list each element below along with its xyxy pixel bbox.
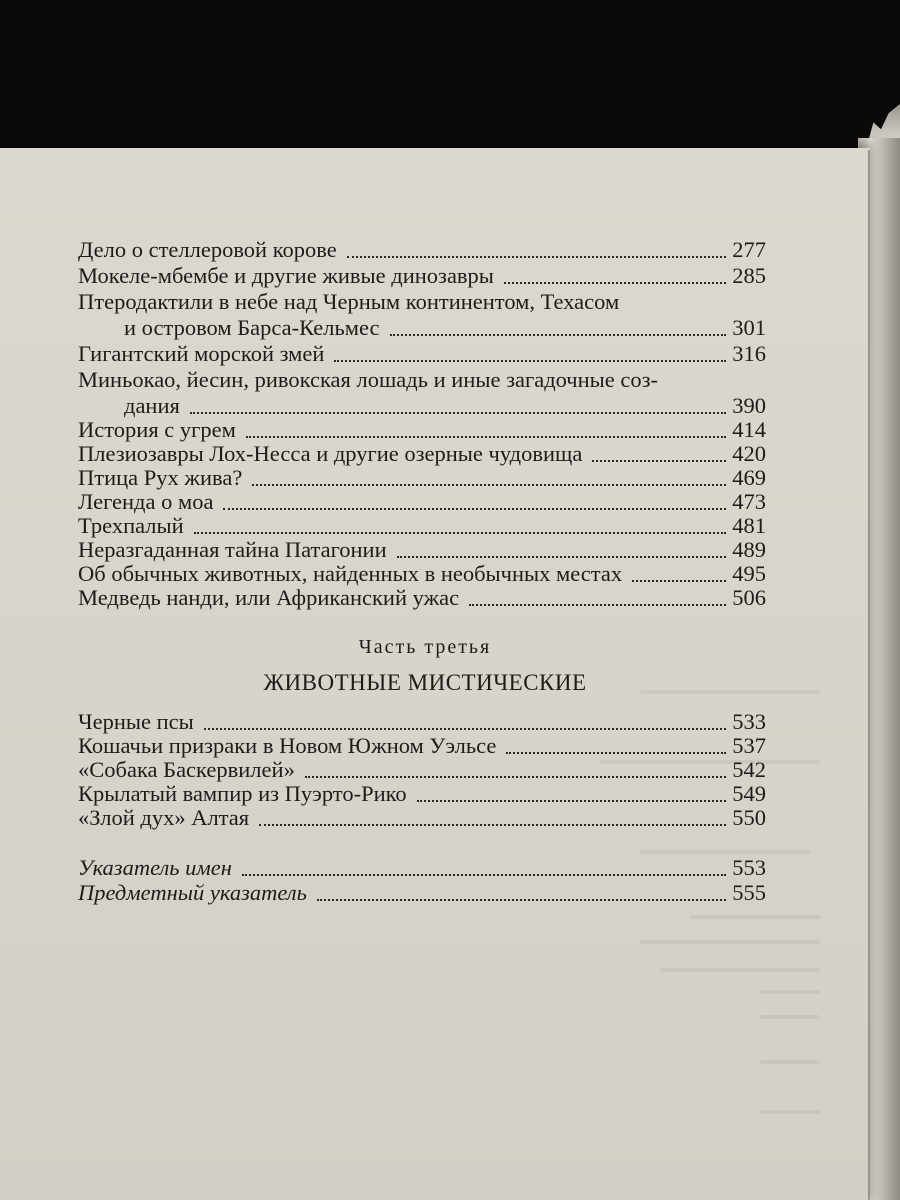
toc-entry-page: 537: [732, 733, 766, 758]
dot-leader: [334, 360, 726, 362]
dot-leader: [506, 752, 726, 754]
toc-entry: [78, 489, 766, 515]
toc-entry-page: 489: [732, 537, 766, 562]
dot-leader: [259, 824, 726, 826]
toc-entry: [78, 417, 766, 443]
toc-entry-title: Трехпалый: [78, 513, 184, 538]
toc-entry: [78, 465, 766, 491]
toc-entry-index: [78, 855, 766, 881]
dot-leader: [223, 508, 726, 510]
toc-entry-title-line1: Птеродактили в небе над Черным континентом, Техасом: [78, 289, 620, 314]
toc-entry-title: Предметный указатель: [78, 880, 307, 905]
toc-entry: [78, 709, 766, 735]
toc-entry-title: История с угрем: [78, 417, 236, 442]
toc-entry-page: 533: [732, 709, 766, 734]
dot-leader: [252, 484, 726, 486]
toc-entry-title: Кошачьи призраки в Новом Южном Уэльсе: [78, 733, 497, 758]
toc-entry: [78, 441, 766, 467]
toc-entry-page: 414: [732, 417, 766, 442]
toc-entry: [78, 733, 766, 759]
dot-leader: [194, 532, 727, 534]
dot-leader: [242, 874, 726, 876]
toc-entry-page: 473: [732, 489, 766, 514]
dot-leader: [397, 556, 727, 558]
toc-entry: [78, 513, 766, 539]
toc-entry-title: Указатель имен: [78, 855, 232, 880]
toc-entry-page: 549: [732, 781, 766, 806]
dot-leader: [347, 256, 727, 258]
toc-entry-title-line1: Миньокао, йесин, ривокская лошадь и иные загадочные соз-: [78, 367, 659, 392]
toc-entry-page: 542: [732, 757, 766, 782]
dot-leader: [305, 776, 726, 778]
toc-entry-title: Неразгаданная тайна Патагонии: [78, 537, 387, 562]
toc-entry-page: 420: [732, 441, 766, 466]
toc-entry-page: 550: [732, 805, 766, 830]
toc-entry-page: 285: [732, 263, 766, 288]
dot-leader: [246, 436, 726, 438]
toc-entry-title: Крылатый вампир из Пуэрто-Рико: [78, 781, 407, 806]
toc-entry-page: 553: [732, 855, 766, 880]
toc-entry: [78, 237, 766, 263]
toc-entry-title: Гигантский морской змей: [78, 341, 325, 366]
toc-entry: [78, 757, 766, 783]
toc-entry: [78, 781, 766, 807]
dot-leader: [417, 800, 727, 802]
dot-leader: [390, 334, 727, 336]
toc-entry-title: и островом Барса-Кельмес: [124, 315, 380, 340]
toc-entry-title: Об обычных животных, найденных в необычных местах: [78, 561, 623, 586]
toc-entry-page: 506: [732, 585, 766, 610]
toc-entry-page: 277: [732, 237, 766, 262]
dot-leader: [592, 460, 726, 462]
dot-leader: [504, 282, 726, 284]
toc-entry-title: Птица Рух жива?: [78, 465, 243, 490]
toc-entry: [78, 537, 766, 563]
toc-entry-title: Медведь нанди, или Африканский ужас: [78, 585, 460, 610]
toc-entry-title: Дело о стеллеровой корове: [78, 237, 337, 262]
toc-entry-page: 469: [732, 465, 766, 490]
toc-entry-page: 301: [732, 315, 766, 340]
toc-entry: [78, 585, 766, 611]
toc-entry-title: дания: [124, 393, 180, 418]
part-label: Часть третья: [358, 636, 492, 658]
toc-entry-title: «Злой дух» Алтая: [78, 805, 250, 830]
dot-leader: [204, 728, 726, 730]
toc-entry-title: Мокеле-мбембе и другие живые динозавры: [78, 263, 494, 288]
toc-entry: [78, 805, 766, 831]
toc-entry-page: 555: [732, 880, 766, 905]
part-title: ЖИВОТНЫЕ МИСТИЧЕСКИЕ: [263, 670, 587, 695]
toc-entry-title: Легенда о моа: [78, 489, 214, 514]
toc-entry-title: «Собака Баскервилей»: [78, 757, 295, 782]
toc-entry: [78, 341, 766, 367]
dot-leader: [190, 412, 726, 414]
dot-leader: [317, 899, 726, 901]
toc-entry: [78, 561, 766, 587]
toc-entry: [124, 315, 766, 341]
toc-entry-title: Черные псы: [78, 709, 194, 734]
toc-entry-page: 481: [732, 513, 766, 538]
dot-leader: [632, 580, 726, 582]
toc-entry-page: 390: [732, 393, 766, 418]
toc-entry-title: Плезиозавры Лох-Несса и другие озерные чудовища: [78, 441, 583, 466]
toc-entry-index: [78, 880, 766, 906]
toc-entry-page: 495: [732, 561, 766, 586]
toc-entry-page: 316: [732, 341, 766, 366]
toc-entry: [124, 393, 766, 419]
toc-entry: [78, 263, 766, 289]
dot-leader: [469, 604, 726, 606]
